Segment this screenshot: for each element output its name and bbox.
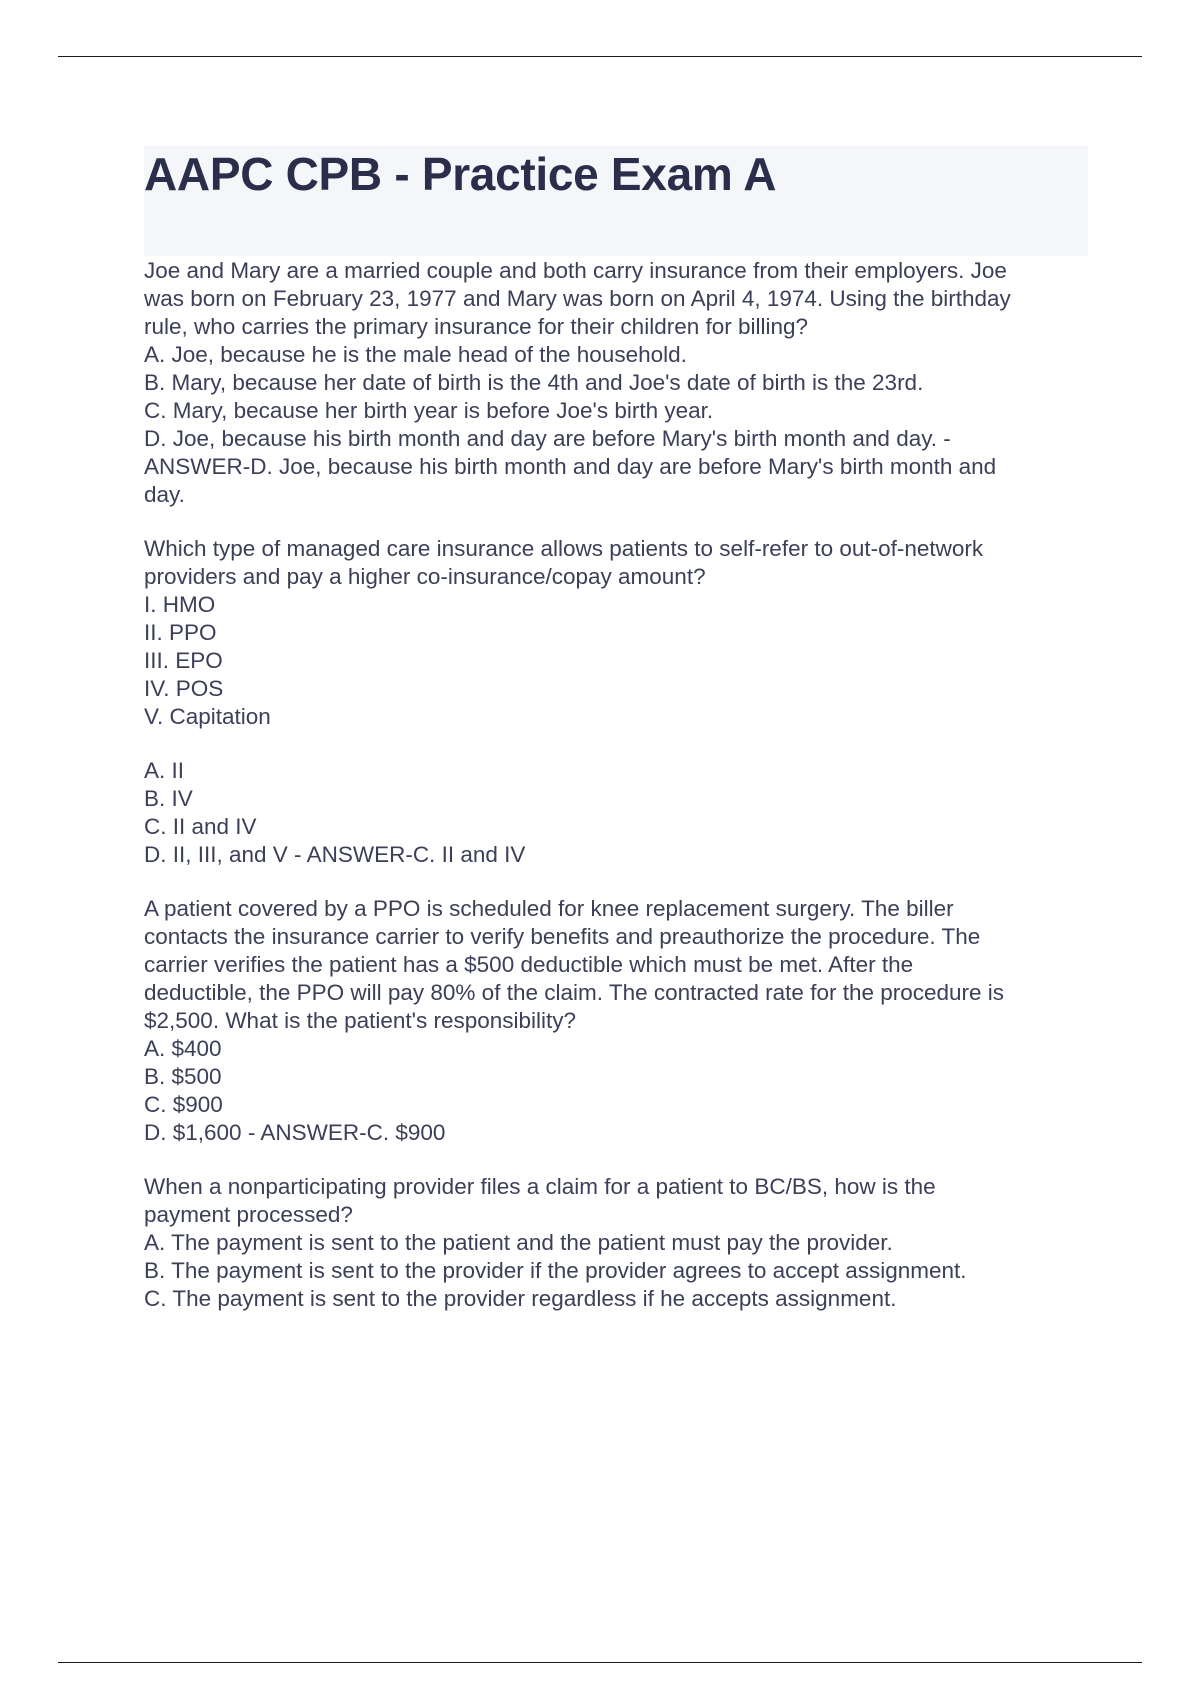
question-1-options: [144, 341, 1084, 509]
question-2-option-c: C. II and IV: [144, 814, 257, 839]
question-4-option-b: B. The payment is sent to the provider if the provider agrees to accept assignment.: [144, 1258, 967, 1283]
question-2-choice-4: IV. POS: [144, 676, 224, 701]
document-body: [144, 257, 1084, 1339]
question-2-choice-5: V. Capitation: [144, 704, 271, 729]
question-2-option-a: A. II: [144, 758, 185, 783]
question-1-option-b: B. Mary, because her date of birth is the 4th and Joe's date of birth is the 23rd.: [144, 370, 924, 395]
question-1-option-d-answer: D. Joe, because his birth month and day are before Mary's birth month and day. - ANSWER-D. Joe, because his birth month and day are before Mary's birth month and day.: [144, 426, 997, 507]
bottom-rule: [58, 1662, 1142, 1663]
question-3-option-d-answer: D. $1,600 - ANSWER-C. $900: [144, 1120, 446, 1145]
question-3-option-b: B. $500: [144, 1064, 222, 1089]
top-rule: [58, 56, 1142, 57]
question-1-option-a: A. Joe, because he is the male head of the household.: [144, 342, 687, 367]
question-2-choice-2: II. PPO: [144, 620, 217, 645]
question-4-option-c: C. The payment is sent to the provider regardless if he accepts assignment.: [144, 1286, 897, 1311]
question-3-options: [144, 1035, 1084, 1147]
question-4-options: [144, 1229, 1084, 1313]
page-title: AAPC CPB - Practice Exam A: [144, 148, 777, 200]
question-2-options: [144, 757, 1084, 869]
question-2-choices: [144, 591, 1084, 731]
question-4-text: When a nonparticipating provider files a claim for a patient to BC/BS, how is the payment processed?: [144, 1174, 936, 1227]
question-4-option-a: A. The payment is sent to the patient and the patient must pay the provider.: [144, 1230, 893, 1255]
question-1-text: Joe and Mary are a married couple and both carry insurance from their employers. Joe was born on February 23, 1977 and Mary was born on April 4, 1974. Using the birthday rule, who carries the primary insurance for their children for billing?: [144, 258, 1011, 339]
question-2-choice-3: III. EPO: [144, 648, 223, 673]
question-2-text: Which type of managed care insurance allows patients to self-refer to out-of-network providers and pay a higher co-insurance/copay amount?: [144, 536, 984, 589]
question-1-option-c: C. Mary, because her birth year is before Joe's birth year.: [144, 398, 714, 423]
question-3-option-c: C. $900: [144, 1092, 223, 1117]
question-2-option-b: B. IV: [144, 786, 193, 811]
question-3-option-a: A. $400: [144, 1036, 222, 1061]
question-2-option-d-answer: D. II, III, and V - ANSWER-C. II and IV: [144, 842, 526, 867]
question-2-choice-1: I. HMO: [144, 592, 216, 617]
question-3-text: A patient covered by a PPO is scheduled for knee replacement surgery. The biller contacts the insurance carrier to verify benefits and preauthorize the procedure. The carrier verifies the patient has a $500 deductible which must be met. After the deductible, the PPO will pay 80% of the claim. The contracted rate for the procedure is $2,500. What is the patient's responsibility?: [144, 896, 1005, 1033]
